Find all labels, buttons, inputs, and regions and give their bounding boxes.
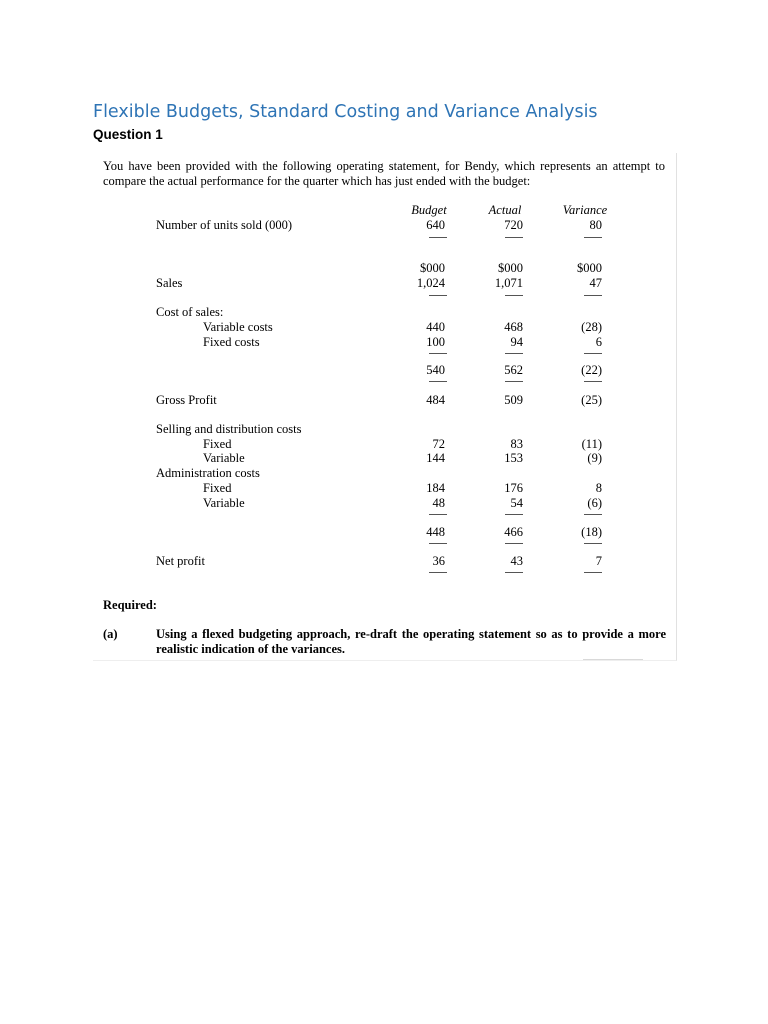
selling-fixed-variance: (11) — [581, 437, 602, 451]
underline — [429, 572, 447, 573]
variance-column-header: Variance — [562, 203, 608, 217]
variable-costs-budget: 440 — [426, 320, 445, 334]
underline — [584, 543, 602, 544]
underline — [584, 295, 602, 296]
underline — [584, 514, 602, 515]
underline — [429, 381, 447, 382]
admin-fixed-actual: 176 — [504, 481, 523, 495]
variable-costs-variance: (28) — [581, 320, 602, 334]
currency-budget: $000 — [420, 261, 445, 275]
selling-variable-variance: (9) — [587, 451, 602, 465]
overheads-total-variance: (18) — [581, 525, 602, 539]
cost-of-sales-total-variance: (22) — [581, 363, 602, 377]
selling-distribution-label: Selling and distribution costs — [156, 422, 302, 436]
budget-column-header: Budget — [411, 203, 447, 217]
underline — [505, 514, 523, 515]
underline — [429, 295, 447, 296]
operating-statement-scan — [93, 153, 677, 661]
net-profit-variance: 7 — [595, 554, 602, 568]
cost-of-sales-total-actual: 562 — [504, 363, 523, 377]
admin-variable-variance: (6) — [587, 496, 602, 510]
gross-profit-label: Gross Profit — [156, 393, 217, 407]
admin-fixed-label: Fixed — [203, 481, 232, 495]
admin-fixed-budget: 184 — [426, 481, 445, 495]
required-label: Required: — [103, 598, 157, 612]
gross-profit-variance: (25) — [581, 393, 602, 407]
part-a-label: (a) — [103, 627, 118, 641]
cost-of-sales-label: Cost of sales: — [156, 305, 224, 319]
selling-variable-actual: 153 — [504, 451, 523, 465]
selling-variable-label: Variable — [203, 451, 245, 465]
sales-label: Sales — [156, 276, 183, 290]
sales-budget: 1,024 — [416, 276, 445, 290]
underline — [505, 381, 523, 382]
fixed-costs-variance: 6 — [595, 335, 602, 349]
document-heading: Flexible Budgets, Standard Costing and Variance Analysis — [93, 102, 598, 122]
underline — [584, 572, 602, 573]
underline — [429, 514, 447, 515]
underline — [429, 543, 447, 544]
admin-variable-actual: 54 — [510, 496, 523, 510]
units-budget: 640 — [426, 218, 445, 232]
fixed-costs-label: Fixed costs — [203, 335, 260, 349]
variable-costs-actual: 468 — [504, 320, 523, 334]
underline — [505, 543, 523, 544]
net-profit-actual: 43 — [510, 554, 523, 568]
currency-actual: $000 — [498, 261, 523, 275]
variable-costs-label: Variable costs — [203, 320, 273, 334]
currency-variance: $000 — [577, 261, 602, 275]
selling-fixed-label: Fixed — [203, 437, 232, 451]
underline — [505, 237, 523, 238]
admin-fixed-variance: 8 — [595, 481, 602, 495]
selling-fixed-budget: 72 — [432, 437, 445, 451]
net-profit-budget: 36 — [432, 554, 445, 568]
selling-variable-budget: 144 — [426, 451, 445, 465]
overheads-total-budget: 448 — [426, 525, 445, 539]
cost-of-sales-total-budget: 540 — [426, 363, 445, 377]
units-actual: 720 — [504, 218, 523, 232]
selling-fixed-actual: 83 — [510, 437, 523, 451]
admin-variable-budget: 48 — [432, 496, 445, 510]
administration-label: Administration costs — [156, 466, 260, 480]
overheads-total-actual: 466 — [504, 525, 523, 539]
gross-profit-actual: 509 — [504, 393, 523, 407]
underline — [505, 295, 523, 296]
part-a-text: Using a flexed budgeting approach, re-draft the operating statement so as to provide a more realistic indication of the variances. — [156, 627, 666, 656]
underline — [505, 572, 523, 573]
underline — [584, 237, 602, 238]
gross-profit-budget: 484 — [426, 393, 445, 407]
fixed-costs-actual: 94 — [510, 335, 523, 349]
admin-variable-label: Variable — [203, 496, 245, 510]
underline — [429, 353, 447, 354]
scan-artifact-line — [583, 659, 643, 660]
question-title: Question 1 — [93, 127, 163, 142]
underline — [584, 381, 602, 382]
units-variance: 80 — [589, 218, 602, 232]
sales-actual: 1,071 — [494, 276, 523, 290]
underline — [429, 237, 447, 238]
sales-variance: 47 — [589, 276, 602, 290]
units-label: Number of units sold (000) — [156, 218, 293, 232]
actual-column-header: Actual — [488, 203, 522, 217]
net-profit-label: Net profit — [156, 554, 205, 568]
underline — [505, 353, 523, 354]
intro-paragraph: You have been provided with the following operating statement, for Bendy, which represents an attempt to compare the actual performance for the quarter which has just ended with the budget: — [103, 159, 665, 188]
underline — [584, 353, 602, 354]
fixed-costs-budget: 100 — [426, 335, 445, 349]
